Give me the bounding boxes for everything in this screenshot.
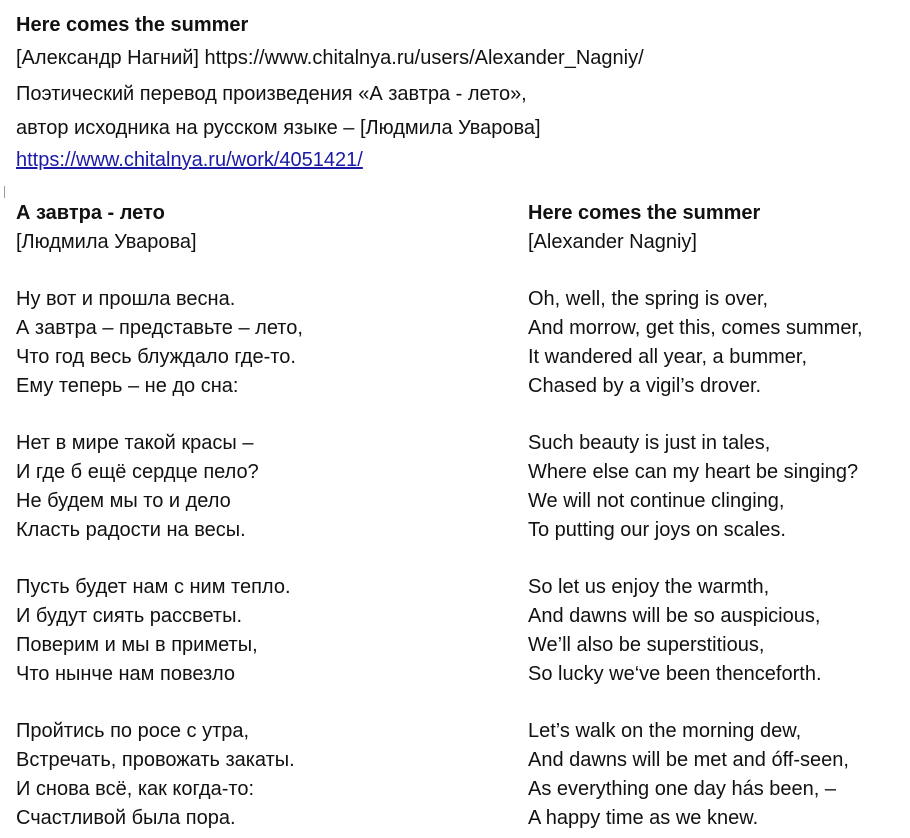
original-stanza-1-line-4: Ему теперь – не до сна: (16, 375, 239, 397)
original-stanza-4-line-3: И снова всё, как когда-то: (16, 778, 254, 800)
translation-stanza-4-line-3: As everything one day hás been, – (528, 778, 836, 800)
original-poem-title: А завтра - лето (16, 202, 165, 224)
translation-stanza-3-line-1: So let us enjoy the warmth, (528, 576, 770, 598)
translation-stanza-1-line-3: It wandered all year, a bummer, (528, 346, 808, 368)
original-stanza-1-line-1: Ну вот и прошла весна. (16, 288, 236, 310)
translation-stanza-2-line-3: We will not continue clinging, (528, 490, 785, 512)
original-stanza-1-line-2: А завтра – представьте – лето, (16, 317, 303, 339)
original-stanza-3-line-1: Пусть будет нам с ним тепло. (16, 576, 291, 598)
translation-stanza-4-line-1: Let’s walk on the morning dew, (528, 720, 802, 742)
translation-stanza-2-line-1: Such beauty is just in tales, (528, 432, 771, 454)
text-cursor (4, 186, 5, 198)
translation-stanza-4-line-2: And dawns will be met and óff-seen, (528, 749, 849, 771)
original-stanza-3-line-4: Что нынче нам повезло (16, 663, 235, 685)
original-stanza-4-line-2: Встречать, провожать закаты. (16, 749, 295, 771)
translation-poem-author: [Alexander Nagniy] (528, 231, 697, 253)
source-work-link[interactable]: https://www.chitalnya.ru/work/4051421/ (16, 149, 363, 171)
translation-stanza-2-line-4: To putting our joys on scales. (528, 519, 786, 541)
translation-stanza-1-line-2: And morrow, get this, comes summer, (528, 317, 863, 339)
original-stanza-3-line-3: Поверим и мы в приметы, (16, 634, 258, 656)
translation-stanza-4-line-4: A happy time as we knew. (528, 807, 759, 829)
original-stanza-4-line-1: Пройтись по росе с утра, (16, 720, 250, 742)
original-stanza-2-line-3: Не будем мы то и дело (16, 490, 231, 512)
translation-stanza-1-line-1: Oh, well, the spring is over, (528, 288, 769, 310)
document-title: Here comes the summer (16, 14, 249, 36)
translator-author-line: [Александр Нагний] https://www.chitalnya.ru/users/Alexander_Nagniy/ (16, 47, 644, 69)
original-poem-author: [Людмила Уварова] (16, 231, 197, 253)
original-stanza-4-line-4: Счастливой была пора. (16, 807, 236, 829)
original-stanza-2-line-4: Класть радости на весы. (16, 519, 246, 541)
translation-note: Поэтический перевод произведения «А завтра - лето», (16, 83, 527, 105)
translation-stanza-3-line-3: We’ll also be superstitious, (528, 634, 765, 656)
translation-poem-title: Here comes the summer (528, 202, 761, 224)
translation-stanza-2-line-2: Where else can my heart be singing? (528, 461, 859, 483)
translation-stanza-3-line-4: So lucky we‘ve been thenceforth. (528, 663, 822, 685)
original-stanza-3-line-2: И будут сиять рассветы. (16, 605, 243, 627)
original-stanza-2-line-1: Нет в мире такой красы – (16, 432, 254, 454)
original-stanza-2-line-2: И где б ещё сердце пело? (16, 461, 259, 483)
translation-stanza-1-line-4: Chased by a vigil’s drover. (528, 375, 762, 397)
translation-stanza-3-line-2: And dawns will be so auspicious, (528, 605, 821, 627)
source-author-note: автор исходника на русском языке – [Людмила Уварова] (16, 117, 541, 139)
original-stanza-1-line-3: Что год весь блуждало где-то. (16, 346, 296, 368)
